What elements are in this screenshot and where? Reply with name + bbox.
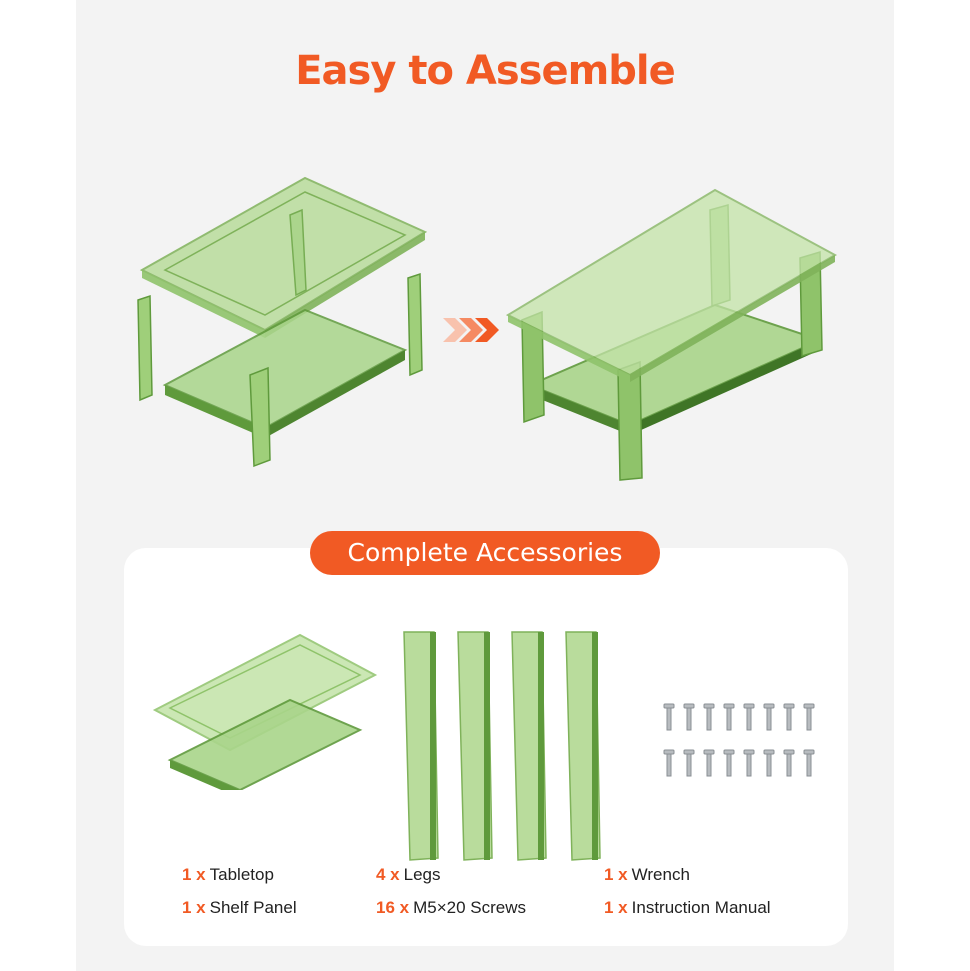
accessories-heading: Complete Accessories xyxy=(310,531,660,575)
assembled-table-illustration xyxy=(500,180,850,485)
accessory-instruction-manual: 1 x Instruction Manual xyxy=(604,898,771,917)
screws-illustration xyxy=(662,700,820,782)
accessory-shelf-panel: 1 x Shelf Panel xyxy=(182,898,297,917)
page-title: Easy to Assemble xyxy=(295,48,675,94)
accessory-wrench: 1 x Wrench xyxy=(604,865,690,884)
arrow-icon xyxy=(443,318,503,342)
accessory-screws: 16 x M5×20 Screws xyxy=(376,898,527,917)
accessory-legs: 4 x Legs xyxy=(376,865,441,884)
exploded-table-illustration xyxy=(120,170,440,470)
legs-illustration xyxy=(400,630,610,862)
accessory-tabletop: 1 x Tabletop xyxy=(182,865,274,884)
panels-illustration xyxy=(150,630,380,790)
